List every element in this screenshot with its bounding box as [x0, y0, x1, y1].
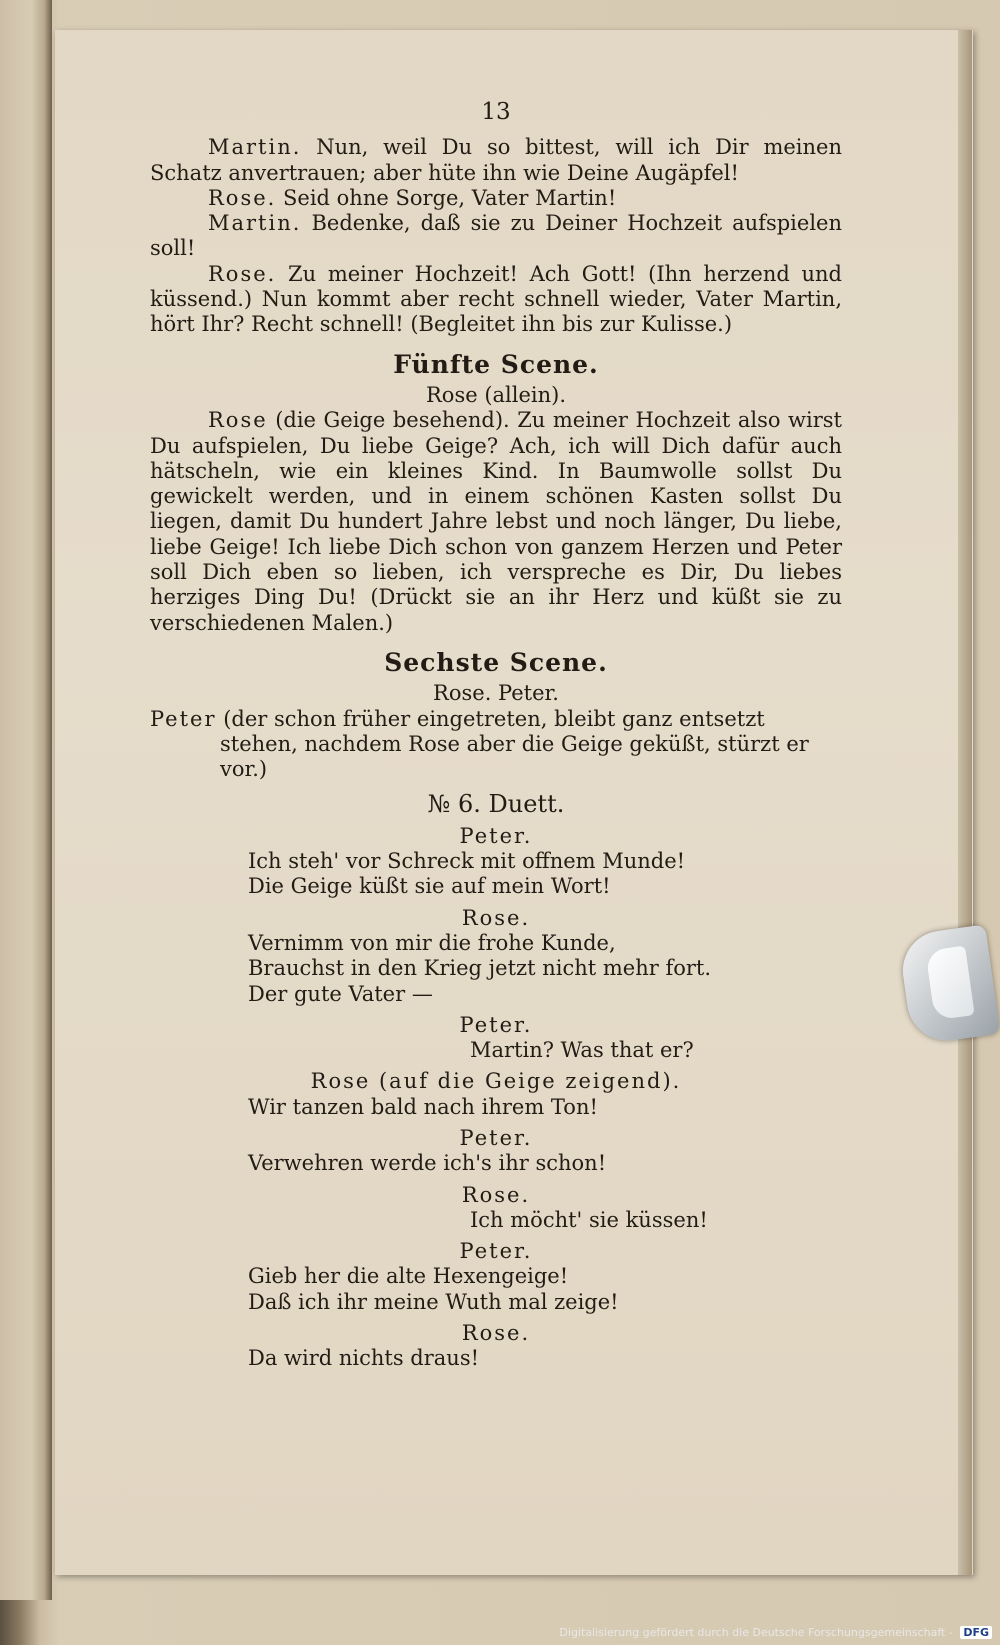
verse-line: Wir tanzen bald nach ihrem Ton! [248, 1094, 598, 1119]
verse-line: Verwehren werde ich's ihr schon! [248, 1151, 607, 1176]
verse-line: Gieb her die alte Hexengeige! [248, 1264, 569, 1289]
speaker-name: Rose [208, 408, 268, 433]
dialogue-text: Zu meiner Hochzeit! Ach Gott! (Ihn herzend und küssend.) Nun kommt aber recht schnell wieder, Vater Martin, hört Ihr? Recht schnell! (Begleitet ihn bis zur Kulisse.) [150, 261, 842, 337]
verse-speaker: Peter. [459, 1125, 533, 1150]
verse-speaker: Rose. [461, 1321, 531, 1346]
text-blocks [150, 135, 842, 1371]
verse-line: Brauchst in den Krieg jetzt nicht mehr fort. [248, 956, 712, 981]
speaker-name: Rose. [208, 261, 277, 286]
stage-direction [150, 707, 842, 783]
verse-line: Vernimm von mir die frohe Kunde, [248, 930, 616, 955]
verse-speaker: Rose. [461, 905, 531, 930]
speaker-name: Martin. [208, 211, 302, 236]
verse-speaker: Peter. [459, 1239, 533, 1264]
dialogue-text: (der schon früher eingetreten, bleibt ganz entsetzt stehen, nachdem Rose aber die Geige geküßt, stürzt er vor.) [216, 706, 809, 782]
musical-number-title: № 6. Duett. [427, 790, 565, 819]
speaker-name: Martin. [208, 135, 302, 160]
page-edge [958, 30, 972, 1575]
footer-credit [559, 1626, 992, 1639]
dialogue-text: Bedenke, daß sie zu Deiner Hochzeit aufspielen soll! [150, 211, 842, 261]
dialogue-paragraph [150, 211, 842, 262]
dialogue-text: (die Geige besehend). Zu meiner Hochzeit also wirst Du aufspielen, Du liebe Geige? Ach, ich will Dich dafür auch hätscheln, wie ein kleines Kind. In Baumwolle sollst Du gewickelt werden, und in einem schönen Kasten sollst Du liegen, damit Du hundert Jahre lebst und noch länger, Du liebe, liebe Geige! Ich liebe Dich schon von ganzem Herzen und Peter soll Dich eben so lieben, ich verspreche es Dir, Du liebes herziges Ding Du! (Drückt sie an ihr Herz und küßt sie zu verschiedenen Malen.) [150, 408, 842, 635]
verse-speaker: Peter. [459, 823, 533, 848]
verse-line: Da wird nichts draus! [248, 1346, 480, 1371]
dialogue-paragraph [150, 186, 842, 211]
footer-text: Digitalisierung gefördert durch die Deutsche Forschungsgemeinschaft - [559, 1626, 953, 1639]
verse-speaker: Rose (auf die Geige zeigend). [310, 1069, 682, 1094]
page-text [150, 100, 842, 1372]
verse-line: Ich möcht' sie küssen! [470, 1207, 708, 1232]
verse-line: Martin? Was that er? [470, 1038, 694, 1063]
dialogue-paragraph [150, 262, 842, 338]
scene-heading: Fünfte Scene. [393, 349, 599, 379]
verse-line: Die Geige küßt sie auf mein Wort! [248, 874, 611, 899]
verse-speaker: Rose. [461, 1182, 531, 1207]
verse-line: Daß ich ihr meine Wuth mal zeige! [248, 1289, 619, 1314]
scene-heading: Sechste Scene. [384, 647, 608, 677]
dialogue-text: Seid ohne Sorge, Vater Martin! [276, 185, 617, 210]
page-number: 13 [481, 99, 511, 125]
scene-cast: Rose (allein). [425, 382, 567, 407]
verse-line: Der gute Vater — [248, 981, 433, 1006]
speaker-name: Rose. [208, 185, 277, 210]
dialogue-paragraph [150, 135, 842, 186]
verse-line: Ich steh' vor Schreck mit offnem Munde! [248, 849, 686, 874]
dialogue-paragraph [150, 408, 842, 636]
scene-cast: Rose. Peter. [433, 681, 559, 706]
dialogue-text: Nun, weil Du so bittest, will ich Dir meinen Schatz anvertrauen; aber hüte ihn wie Deine Augäpfel! [150, 135, 842, 185]
speaker-name: Peter [150, 706, 217, 731]
dfg-logo: DFG [960, 1626, 992, 1639]
verse-speaker: Peter. [459, 1012, 533, 1037]
book-spine-edge [0, 0, 52, 1600]
